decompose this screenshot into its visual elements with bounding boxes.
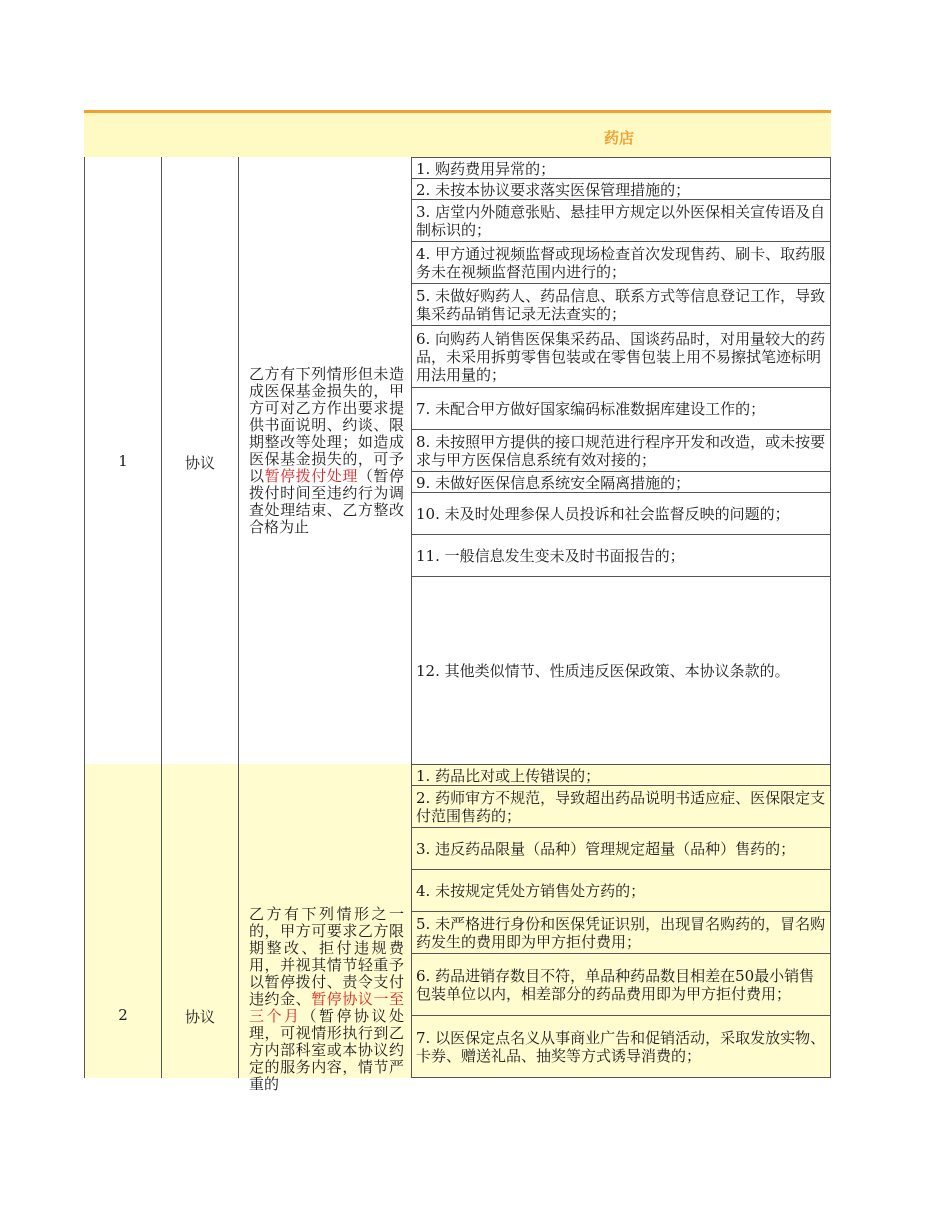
list-item: 10. 未及时处理参保人员投诉和社会监督反映的问题的； [412,492,830,534]
list-item: 1. 购药费用异常的； [412,157,830,178]
row-type: 协议 [184,1008,215,1026]
description-text-tail: （暂停协议处理，可视情形执行到乙方内部科室或本协议约定的服务内容，情节严重的 [249,1007,404,1093]
row-type: 协议 [184,454,215,472]
row-description [249,366,404,536]
description-text-tail: （暂停拨付时间至违约行为调查处理结束、乙方整改合格为止 [249,467,404,536]
list-item: 12. 其他类似情节、性质违反医保政策、本协议条款的。 [412,576,830,764]
list-item: 4. 甲方通过视频监督或现场检查首次发现售药、刷卡、取药服务未在视频监督范围内进行的； [412,241,830,283]
row-2-items-cell [411,764,831,1078]
list-item: 5. 未严格进行身份和医保凭证识别，出现冒名购药的，冒名购药发生的费用即为甲方拒付费用； [412,911,830,953]
row-1-number-cell [84,157,161,764]
list-item: 7. 以医保定点名义从事商业广告和促销活动，采取发放实物、卡券、赠送礼品、抽奖等方式诱导消费的； [412,1015,830,1078]
list-item: 1. 药品比对或上传错误的； [412,764,830,785]
row-2-description-cell [238,764,411,1093]
list-item: 2. 未按本协议要求落实医保管理措施的； [412,178,830,199]
table-row-1 [84,157,831,765]
row-1-items-cell [411,157,831,764]
list-item: 11. 一般信息发生变未及时书面报告的； [412,534,830,576]
row-1-description-cell [238,157,411,764]
row-number: 2 [118,1006,128,1024]
list-item: 9. 未做好医保信息系统安全隔离措施的； [412,471,830,492]
row-2-number-cell [84,764,161,1078]
row-description [249,906,404,1093]
list-item: 7. 未配合甲方做好国家编码标准数据库建设工作的； [412,387,830,429]
list-item: 8. 未按照甲方提供的接口规范进行程序开发和改造，或未按要求与甲方医保信息系统有效对接的； [412,429,830,471]
table-header [84,113,831,157]
list-item: 5. 未做好购药人、药品信息、联系方式等信息登记工作，导致集采药品销售记录无法查实的； [412,283,830,325]
header-title: 药店 [604,129,635,147]
description-text: 乙方有下列情形但未造成医保基金损失的，甲方可对乙方作出要求提供书面说明、约谈、限期整改等处理；如造成医保基金损失的，可予以 [249,365,404,485]
list-item: 6. 向购药人销售医保集采药品、国谈药品时，对用量较大的药品，未采用拆剪零售包装或在零售包装上用不易擦拭笔迹标明用法用量的； [412,325,830,387]
table-row-2 [84,764,831,1093]
row-2-type-cell [161,764,238,1078]
description-highlight: 暂停拨付处理 [264,467,358,485]
list-item: 4. 未按规定凭处方销售处方药的； [412,869,830,911]
description-highlight: 暂停协议一至三个月 [249,990,404,1025]
list-item: 2. 药师审方不规范，导致超出药品说明书适应症、医保限定支付范围售药的； [412,785,830,827]
list-item: 3. 违反药品限量（品种）管理规定超量（品种）售药的； [412,827,830,869]
list-item: 6. 药品进销存数目不符，单品种药品数目相差在50最小销售包装单位以内，相差部分的药品费用即为甲方拒付费用； [412,953,830,1015]
row-1-type-cell [161,157,238,764]
description-text: 乙方有下列情形之一的，甲方可要求乙方限期整改、拒付违规费用，并视其情节轻重予以暂停拨付、责令支付违约金、 [249,905,404,1008]
row-number: 1 [118,452,128,470]
list-item: 3. 店堂内外随意张贴、悬挂甲方规定以外医保相关宣传语及自制标识的； [412,199,830,241]
